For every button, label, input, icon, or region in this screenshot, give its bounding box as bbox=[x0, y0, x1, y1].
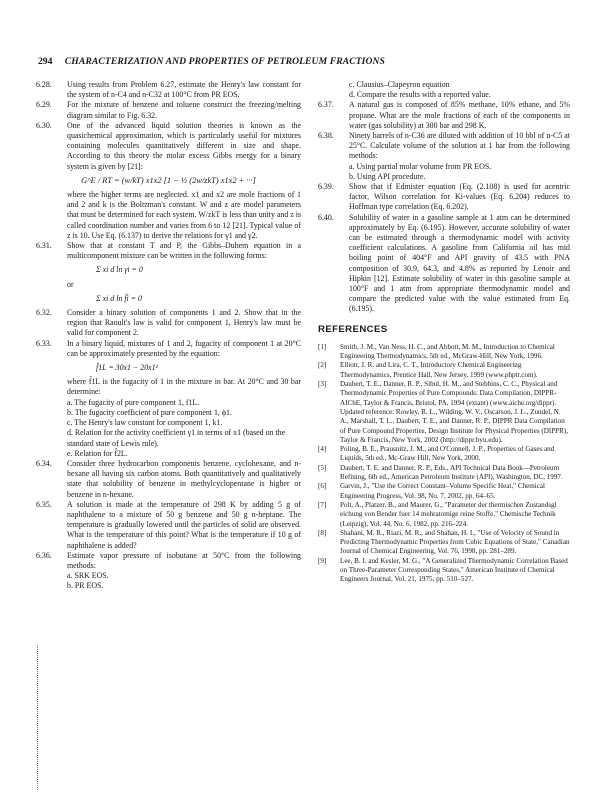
reference-text: Smith, J. M., Van Ness, H. C., and Abbott, M. M., Introduction to Chemical Engineering Thermodynamics, 5th ed., McGraw-Hill, New York, 1996. bbox=[340, 342, 555, 361]
problem-number: 6.37. bbox=[318, 100, 334, 110]
reference-number: [7] bbox=[318, 500, 327, 509]
list-item: a. SRK EOS. bbox=[67, 571, 109, 581]
list-item: e. Relation for f̂2L. bbox=[67, 448, 128, 458]
problem-number: 6.29. bbox=[36, 100, 52, 110]
problem-number: 6.38. bbox=[318, 131, 334, 141]
problem-6-33 bbox=[36, 339, 301, 359]
reference-item bbox=[318, 445, 570, 464]
reference-number: [1] bbox=[318, 342, 327, 351]
problem-number: 6.30. bbox=[36, 120, 52, 130]
reference-item bbox=[318, 361, 570, 380]
reference-number: [9] bbox=[318, 556, 327, 565]
reference-text: Garvin, J., "Use the Correct Constant–Volume Specific Heat," Chemical Engineering Progress, Vol. 98, No. 7, 2002, pp. 64–65. bbox=[340, 482, 546, 500]
reference-number: [3] bbox=[318, 380, 327, 389]
problem-text: Ninety barrels of n-C36 are diluted with addition of 10 bbl of n-C5 at 25°C. Calculate volume of the solution at 1 bar from the following methods: bbox=[349, 131, 570, 161]
list-item: a. Using partial molar volume from PR EOS. bbox=[349, 161, 492, 171]
problem-6-39 bbox=[318, 182, 570, 213]
running-title: CHARACTERIZATION AND PROPERTIES OF PETROLEUM FRACTIONS bbox=[64, 56, 385, 67]
problem-number: 6.40. bbox=[318, 212, 334, 222]
problem-text: where f̂1L is the fugacity of 1 in the mixture in bar. At 20°C and 30 bar determine: bbox=[67, 377, 301, 397]
list-item: b. PR EOS. bbox=[67, 581, 104, 591]
reference-item bbox=[318, 343, 570, 362]
problem-6-37 bbox=[318, 100, 570, 131]
problem-6-33-cont bbox=[36, 377, 301, 397]
left-column bbox=[36, 80, 301, 592]
problem-6-28 bbox=[36, 80, 301, 100]
problem-text: A natural gas is composed of 85% methane, 10% ethane, and 5% propane. What are the mole fractions of each of the components in water (gas solubility) at 300 bar and 298 K. bbox=[349, 100, 570, 130]
reference-text: Shahani, M. R., Riazi, M. R., and Shahan, H. I., "Use of Velocity of Sound in Predicting Thermodynamic Properties from Cubic Equations of State," Canadian Journal of Chemical Engineering, Vol. 76, 1998, pp. 281–289. bbox=[340, 528, 570, 556]
reference-text: Lee, B. I. and Kesler, M. G., "A Generalized Thermodynamic Correlation Based on Three-Parameter Corresponding States," American Institute of Chemical Engineers Journal, Vol. 21, 1975, pp. 510–527. bbox=[340, 556, 568, 584]
reference-item bbox=[318, 482, 570, 501]
page-header bbox=[38, 56, 568, 67]
problem-text: For the mixture of benzene and toluene construct the freezing/melting diagram similar to Fig. 6.32. bbox=[67, 100, 301, 120]
reference-text: Polt, A., Platzer, B., and Maurer, G., "Parameter der thermischen Zustandsgl eichung von Bender fuer 14 mehratomige reine Stoffe," Chemische Technik (Leipzig), Vol. 44, No. 6, 1982, pp. 216–224. bbox=[340, 500, 557, 528]
reference-text: Daubert, T. E. and Danner, R. P., Eds., API Technical Data Book—Petroleum Refining, 6th ed., American Petroleum Institute (API), Washington, DC, 1997. bbox=[340, 463, 563, 482]
reference-number: [6] bbox=[318, 482, 327, 491]
list-item: c. The Henry's law constant for component 1, k1. bbox=[67, 418, 223, 428]
reference-item bbox=[318, 529, 570, 557]
reference-item bbox=[318, 464, 570, 483]
reference-number: [2] bbox=[318, 361, 327, 370]
reference-text: Elliott, J. R. and Lira, C. T., Introductory Chemical Engineering Thermodynamics, Prentice Hall, New Jersey, 1999 (www.phptr.com). bbox=[340, 361, 538, 379]
problem-6-36 bbox=[36, 551, 301, 571]
problem-number: 6.31. bbox=[36, 241, 52, 251]
list-item: d. Relation for the activity coefficient γ1 in terms of x1 (based on the standard state of Lewis rule). bbox=[67, 428, 286, 448]
reference-item bbox=[318, 501, 570, 529]
equation-gibbs-duhem-1: Σ xi d ln γi = 0 bbox=[96, 265, 143, 275]
problem-number: 6.34. bbox=[36, 458, 52, 468]
problem-text: where the higher terms are neglected. x1 and x2 are mole fractions of 1 and 2 and k is the Boltzman's constant. W and z are model parameters that must be determined for each system. W/zkT is less than unity and z is called coordination number and varies from 6 to 12 [21]. Typical value of z is 10. Use Eq. (6.137) to derive the relations for γ1 and γ2. bbox=[67, 190, 301, 240]
equation-fugacity: f̂1L = 30x1 − 20x1² bbox=[96, 363, 158, 373]
reference-number: [5] bbox=[318, 463, 327, 472]
references-heading: REFERENCES bbox=[318, 323, 388, 335]
equation-quasichemical: G^E / RT = (w/kT) x1x2 [1 − ½ (2w/zkT) x1x2 + ···] bbox=[81, 175, 256, 185]
reference-text: Daubert, T. E., Danner, R. P., Sibul, H. M., and Stebbins, C. C., Physical and Thermodynamic Properties of Pure Compounds: Data Compilation, DIPPR-AIChE, Taylor & Francis, Bristol, PA, 1994 (extant) (www.aiche.org/dippr). Updated reference: Rowley, R. L., Wilding, W. V., Oscarson, J. L., Zundel, N. A., Marshall, T. L., Daubert, T. E., and Danner, R. P., DIPPR Data Compilation of Pure Compound Properties, Design Institute for Physical Properties (DIPPR), Taylor & Francis, New York, 2002 (http://dippr.byu.edu). bbox=[340, 380, 568, 444]
margin-dotted-line bbox=[37, 645, 38, 790]
problem-text: Solubility of water in a gasoline sample at 1 atm can be determined approximately by Eq. (6.195). However, accurate solubility of water can be estimated through a thermodynamic model with activity coefficient calculations. A gasoline from California oil has mid boiling point of 404°F and API gravity of 43.5 with PNA composition of 30.9, 64.3, and 4.8% as reported by Lenoir and Hipkin [12]. Estimate solubility of water in this gasoline sample at 100°F and 1 atm from appropriate thermodynamic model and compare the predicted value with the value estimated from Eq. (6.195). bbox=[349, 212, 570, 314]
or-text: or bbox=[67, 279, 74, 289]
equation-gibbs-duhem-2: Σ xi d ln f̂i = 0 bbox=[96, 293, 142, 303]
reference-text: Poling, B. E., Prausnitz, J. M., and O'Connell, J. P., Properties of Gases and Liquids, 5th ed., Mc-Graw Hill, New York, 2000. bbox=[340, 445, 555, 463]
problem-number: 6.36. bbox=[36, 550, 52, 560]
problem-6-31 bbox=[36, 241, 301, 261]
problem-text: Estimate vapor pressure of isobutane at 50°C from the following methods: bbox=[67, 550, 301, 570]
reference-number: [8] bbox=[318, 528, 327, 537]
reference-item bbox=[318, 557, 570, 585]
problem-text: Show that at constant T and P, the Gibbs–Duhem equation in a multicomponent mixture can be written in the following forms: bbox=[67, 241, 301, 261]
problem-text: Consider a binary solution of components 1 and 2. Show that in the region that Raoult's law is valid for component 1, Henry's law must be valid for component 2. bbox=[67, 308, 301, 338]
problem-text: Show that if Edmister equation (Eq. (2.108) is used for acentric factor, Wilson correlation for Ki-values (Eq. 6.204) reduces to Hoffman type correlation (Eq. 6.202). bbox=[349, 182, 570, 212]
problem-number: 6.35. bbox=[36, 499, 52, 509]
problem-number: 6.28. bbox=[36, 80, 52, 89]
list-item: c. Clausius–Clapeyron equation bbox=[349, 80, 450, 89]
list-item: b. The fugacity coefficient of pure component 1, ϕ1. bbox=[67, 407, 232, 417]
problem-6-30-cont bbox=[36, 190, 301, 241]
problem-6-32 bbox=[36, 308, 301, 339]
page-number: 294 bbox=[38, 56, 53, 67]
problem-text: In a binary liquid, mixtures of 1 and 2, fugacity of component 1 at 20°C can be approximately presented by the equation: bbox=[67, 338, 301, 358]
problem-6-40 bbox=[318, 213, 570, 315]
problem-text: A solution is made at the temperature of 298 K by adding 5 g of naphthalene to a mixture of 50 g benzene and 50 g n-heptane. The temperature is gradually lowered until the particles of solid are observed. What is the temperature of this point? What is the temperature if 10 g of naphthalene is added? bbox=[67, 499, 301, 550]
problem-6-35 bbox=[36, 500, 301, 551]
problem-6-29 bbox=[36, 100, 301, 120]
problem-number: 6.32. bbox=[36, 308, 52, 318]
problem-number: 6.39. bbox=[318, 182, 334, 192]
right-column bbox=[318, 80, 570, 585]
problem-6-38 bbox=[318, 131, 570, 162]
list-item: d. Compare the results with a reported value. bbox=[349, 90, 491, 100]
list-item: b. Using API procedure. bbox=[349, 171, 426, 181]
problem-text: Consider three hydrocarbon components benzene, cyclohexane, and n-hexane all having six carbon atoms. Both quantitatively and qualitatively state that solubility of benzene in methylcyclopentane is higher or benzene in n-hexane. bbox=[67, 458, 301, 499]
problem-6-30 bbox=[36, 121, 301, 172]
problem-number: 6.33. bbox=[36, 338, 52, 348]
problem-text: Using results from Problem 6.27, estimate the Henry's law constant for the system of n-C4 and n-C32 at 100°C from PR EOS. bbox=[67, 80, 301, 100]
problem-text: One of the advanced liquid solution theories is known as the quasichemical approximation, which is particularly useful for mixtures containing molecules quantitatively different in size and shape. According to this theory the molar excess Gibbs energy for a binary system is given by [21]: bbox=[67, 120, 301, 171]
problem-6-34 bbox=[36, 459, 301, 500]
reference-number: [4] bbox=[318, 445, 327, 454]
reference-item bbox=[318, 380, 570, 445]
list-item: a. The fugacity of pure component 1, f1L. bbox=[67, 397, 200, 407]
